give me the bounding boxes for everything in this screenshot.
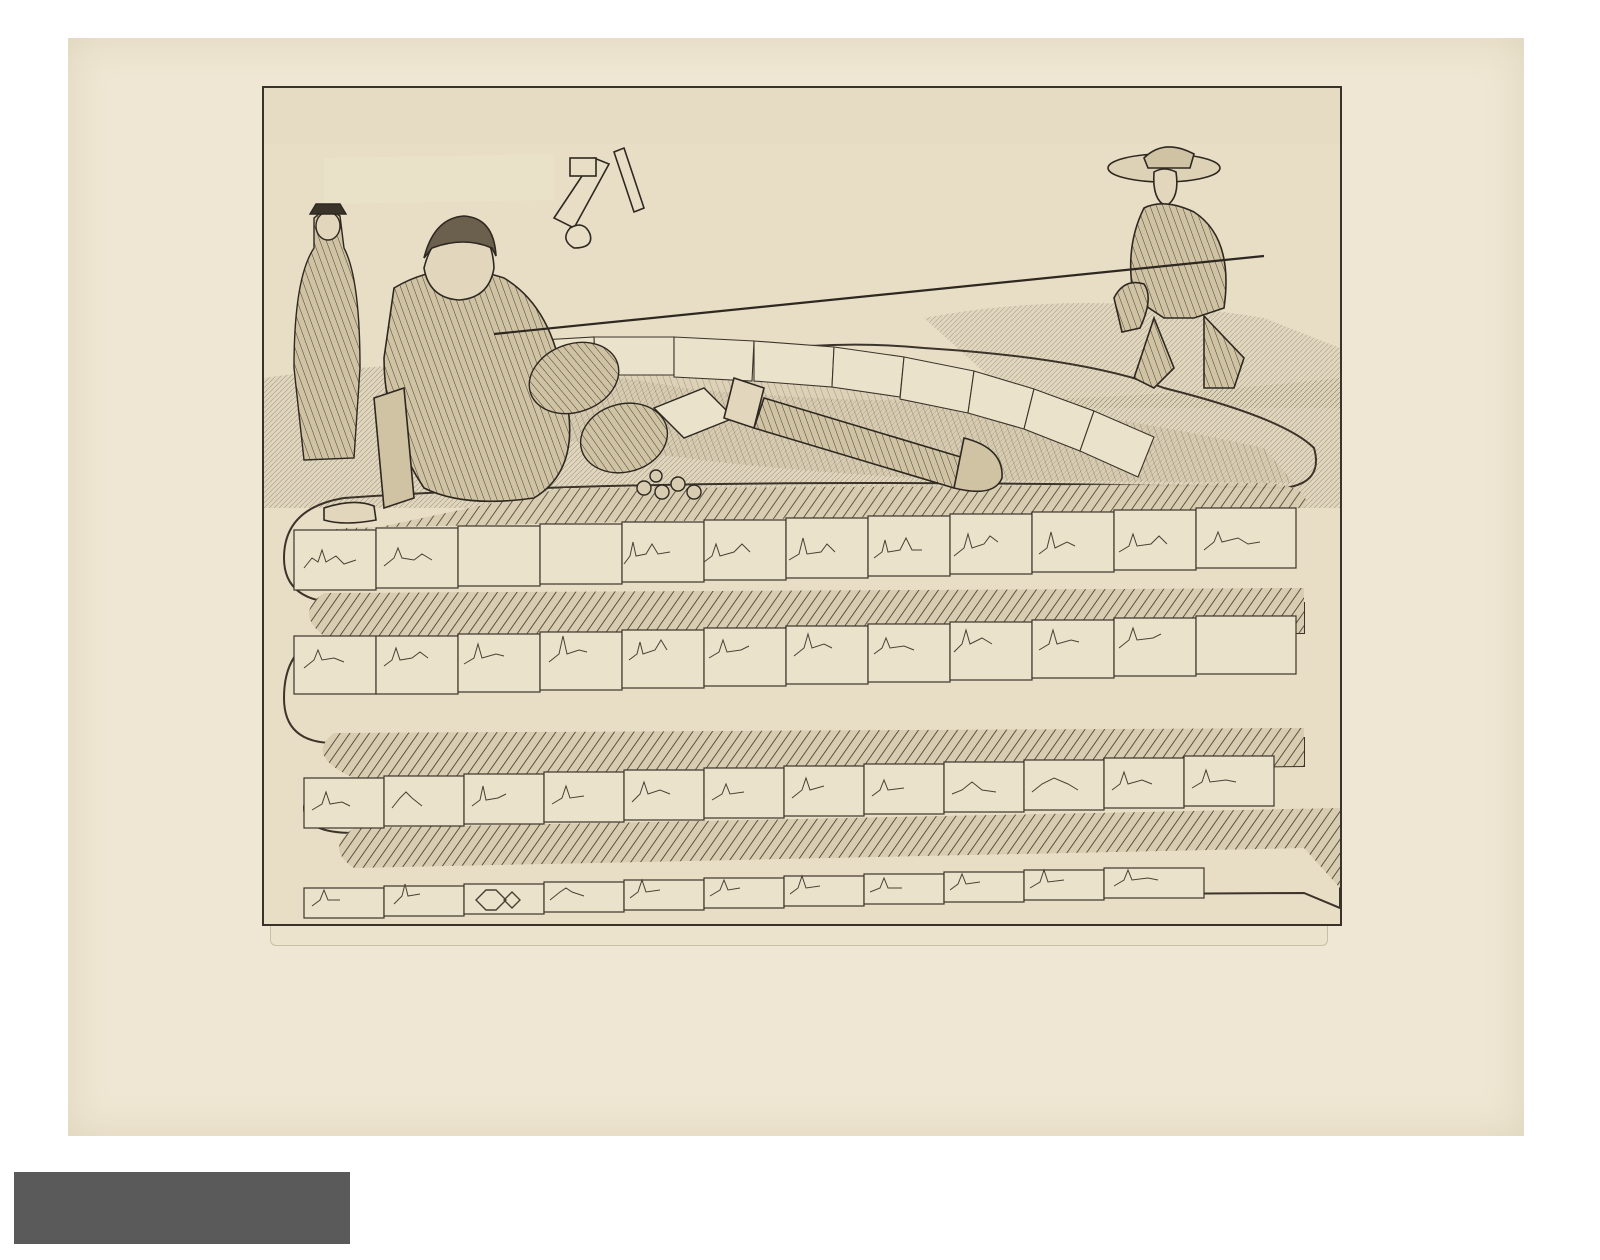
color-card-top-row bbox=[14, 1186, 350, 1200]
engraving-art bbox=[264, 88, 1340, 924]
verse-banner-left bbox=[324, 154, 554, 204]
color-card-name-row bbox=[14, 1200, 350, 1216]
color-card-title bbox=[14, 1174, 350, 1186]
engraving bbox=[262, 86, 1342, 926]
color-reference-card bbox=[14, 1172, 350, 1244]
color-card-bottom-row bbox=[14, 1216, 350, 1244]
